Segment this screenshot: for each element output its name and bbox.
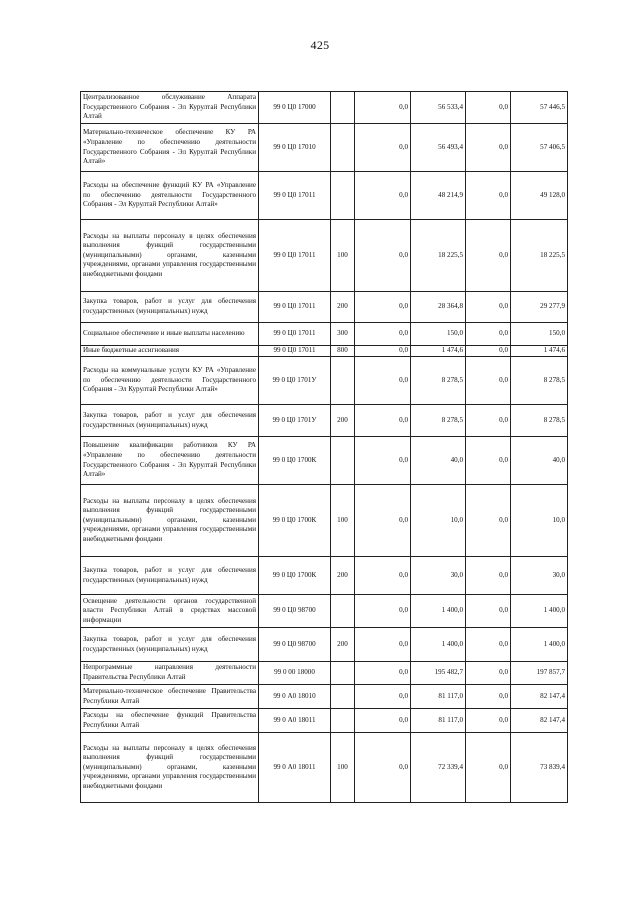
table-row: [81, 485, 568, 557]
row-description: Расходы на выплаты персоналу в целях обеспечения выполнения функций государственными (муниципальными) органами, казенными учреждениями, органами управления государственными внебюджетными фондами: [81, 220, 259, 292]
target-article-code: 99 0 Ц0 98700: [259, 595, 331, 628]
amount-2: 40,0: [411, 437, 466, 485]
amount-2: 72 339,4: [411, 733, 466, 803]
table-row: [81, 709, 568, 733]
row-description: Закупка товаров, работ и услуг для обеспечения государственных (муниципальных) нужд: [81, 292, 259, 323]
amount-3: 0,0: [466, 323, 511, 346]
expense-type-code: 200: [331, 557, 355, 595]
row-description: Закупка товаров, работ и услуг для обеспечения государственных (муниципальных) нужд: [81, 557, 259, 595]
amount-4: 1 400,0: [511, 628, 568, 662]
row-description: Материально-техническое обеспечение Правительства Республики Алтай: [81, 685, 259, 709]
table-row: [81, 595, 568, 628]
target-article-code: 99 0 Ц0 98700: [259, 628, 331, 662]
table-row: [81, 220, 568, 292]
expense-type-code: 100: [331, 733, 355, 803]
target-article-code: 99 0 Ц0 17011: [259, 346, 331, 357]
amount-1: 0,0: [355, 357, 411, 405]
expense-type-code: [331, 124, 355, 172]
amount-1: 0,0: [355, 323, 411, 346]
target-article-code: 99 0 Ц0 17011: [259, 220, 331, 292]
target-article-code: 99 0 Ц0 1701У: [259, 357, 331, 405]
expense-type-code: [331, 437, 355, 485]
table-row: [81, 733, 568, 803]
expense-type-code: 200: [331, 628, 355, 662]
expense-type-code: [331, 685, 355, 709]
target-article-code: 99 0 Ц0 17011: [259, 292, 331, 323]
amount-1: 0,0: [355, 405, 411, 437]
row-description: Повышение квалификации работников КУ РА «Управление по обеспечению деятельности Государственного Собрания - Эл Курултай Республики Алтай»: [81, 437, 259, 485]
table-row: [81, 346, 568, 357]
amount-2: 30,0: [411, 557, 466, 595]
target-article-code: 99 0 А0 18010: [259, 685, 331, 709]
amount-2: 56 533,4: [411, 92, 466, 124]
expense-type-code: [331, 92, 355, 124]
amount-3: 0,0: [466, 685, 511, 709]
expense-type-code: [331, 662, 355, 685]
target-article-code: 99 0 А0 18011: [259, 709, 331, 733]
amount-3: 0,0: [466, 220, 511, 292]
amount-3: 0,0: [466, 709, 511, 733]
amount-1: 0,0: [355, 685, 411, 709]
amount-2: 1 400,0: [411, 595, 466, 628]
amount-1: 0,0: [355, 628, 411, 662]
table-row: [81, 124, 568, 172]
row-description: Централизованное обслуживание Аппарата Государственного Собрания - Эл Курултай Республики Алтай: [81, 92, 259, 124]
row-description: Закупка товаров, работ и услуг для обеспечения государственных (муниципальных) нужд: [81, 628, 259, 662]
row-description: Закупка товаров, работ и услуг для обеспечения государственных (муниципальных) нужд: [81, 405, 259, 437]
amount-3: 0,0: [466, 357, 511, 405]
target-article-code: 99 0 Ц0 1700К: [259, 557, 331, 595]
amount-3: 0,0: [466, 92, 511, 124]
expense-type-code: 200: [331, 405, 355, 437]
table-row: [81, 357, 568, 405]
target-article-code: 99 0 Ц0 17000: [259, 92, 331, 124]
expense-type-code: 100: [331, 485, 355, 557]
row-description: Расходы на обеспечение функций Правительства Республики Алтай: [81, 709, 259, 733]
amount-4: 1 400,0: [511, 595, 568, 628]
amount-3: 0,0: [466, 595, 511, 628]
amount-2: 81 117,0: [411, 685, 466, 709]
table-row: [81, 323, 568, 346]
amount-1: 0,0: [355, 733, 411, 803]
amount-4: 82 147,4: [511, 709, 568, 733]
amount-1: 0,0: [355, 595, 411, 628]
table-row: [81, 628, 568, 662]
table-row: [81, 557, 568, 595]
expense-type-code: [331, 709, 355, 733]
amount-3: 0,0: [466, 292, 511, 323]
amount-3: 0,0: [466, 662, 511, 685]
amount-3: 0,0: [466, 733, 511, 803]
amount-2: 1 400,0: [411, 628, 466, 662]
amount-1: 0,0: [355, 709, 411, 733]
amount-4: 1 474,6: [511, 346, 568, 357]
amount-4: 73 839,4: [511, 733, 568, 803]
amount-3: 0,0: [466, 628, 511, 662]
amount-1: 0,0: [355, 172, 411, 220]
amount-4: 197 857,7: [511, 662, 568, 685]
amount-2: 10,0: [411, 485, 466, 557]
row-description: Расходы на выплаты персоналу в целях обеспечения выполнения функций государственными (муниципальными) органами, казенными учреждениями, органами управления государственными внебюджетными фондами: [81, 733, 259, 803]
amount-4: 18 225,5: [511, 220, 568, 292]
table-row: [81, 292, 568, 323]
expense-type-code: [331, 595, 355, 628]
amount-2: 48 214,9: [411, 172, 466, 220]
amount-3: 0,0: [466, 437, 511, 485]
row-description: Материально-техническое обеспечение КУ РА «Управление по обеспечению деятельности Государственного Собрания - Эл Курултай Республики Алтай»: [81, 124, 259, 172]
budget-table: [80, 91, 568, 803]
row-description: Расходы на обеспечение функций КУ РА «Управление по обеспечению деятельности Государственного Собрания - Эл Курултай Республики Алтай»: [81, 172, 259, 220]
table-row: [81, 405, 568, 437]
amount-4: 49 128,0: [511, 172, 568, 220]
amount-2: 81 117,0: [411, 709, 466, 733]
amount-3: 0,0: [466, 405, 511, 437]
amount-4: 150,0: [511, 323, 568, 346]
amount-2: 56 493,4: [411, 124, 466, 172]
expense-type-code: 300: [331, 323, 355, 346]
table-body: [81, 92, 568, 803]
amount-1: 0,0: [355, 557, 411, 595]
amount-2: 8 278,5: [411, 405, 466, 437]
expense-type-code: [331, 357, 355, 405]
amount-3: 0,0: [466, 485, 511, 557]
table-row: [81, 685, 568, 709]
table-row: [81, 172, 568, 220]
amount-4: 30,0: [511, 557, 568, 595]
amount-4: 8 278,5: [511, 357, 568, 405]
amount-4: 29 277,9: [511, 292, 568, 323]
amount-4: 8 278,5: [511, 405, 568, 437]
amount-2: 18 225,5: [411, 220, 466, 292]
amount-3: 0,0: [466, 557, 511, 595]
row-description: Иные бюджетные ассигнования: [81, 346, 259, 357]
amount-2: 150,0: [411, 323, 466, 346]
row-description: Расходы на коммунальные услуги КУ РА «Управление по обеспечению деятельности Государственного Собрания - Эл Курултай Республики Алтай»: [81, 357, 259, 405]
amount-4: 10,0: [511, 485, 568, 557]
amount-4: 57 406,5: [511, 124, 568, 172]
expense-type-code: 200: [331, 292, 355, 323]
amount-3: 0,0: [466, 346, 511, 357]
table-row: [81, 437, 568, 485]
table-row: [81, 662, 568, 685]
amount-4: 57 446,5: [511, 92, 568, 124]
target-article-code: 99 0 А0 18011: [259, 733, 331, 803]
expense-type-code: 100: [331, 220, 355, 292]
target-article-code: 99 0 Ц0 1700К: [259, 485, 331, 557]
row-description: Расходы на выплаты персоналу в целях обеспечения выполнения функций государственными (муниципальными) органами, казенными учреждениями, органами управления государственными внебюджетными фондами: [81, 485, 259, 557]
amount-1: 0,0: [355, 124, 411, 172]
target-article-code: 99 0 Ц0 17011: [259, 323, 331, 346]
amount-1: 0,0: [355, 292, 411, 323]
expense-type-code: [331, 172, 355, 220]
target-article-code: 99 0 Ц0 1700К: [259, 437, 331, 485]
amount-2: 195 482,7: [411, 662, 466, 685]
amount-1: 0,0: [355, 92, 411, 124]
expense-type-code: 800: [331, 346, 355, 357]
amount-1: 0,0: [355, 485, 411, 557]
amount-2: 8 278,5: [411, 357, 466, 405]
amount-1: 0,0: [355, 346, 411, 357]
page-number: 425: [310, 38, 330, 52]
target-article-code: 99 0 Ц0 17011: [259, 172, 331, 220]
target-article-code: 99 0 Ц0 1701У: [259, 405, 331, 437]
amount-4: 40,0: [511, 437, 568, 485]
row-description: Непрограммные направления деятельности Правительства Республики Алтай: [81, 662, 259, 685]
target-article-code: 99 0 00 18000: [259, 662, 331, 685]
amount-4: 82 147,4: [511, 685, 568, 709]
amount-2: 1 474,6: [411, 346, 466, 357]
row-description: Социальное обеспечение и иные выплаты населению: [81, 323, 259, 346]
row-description: Освещение деятельности органов государственной власти Республики Алтай в средствах массовой информации: [81, 595, 259, 628]
amount-1: 0,0: [355, 220, 411, 292]
amount-1: 0,0: [355, 437, 411, 485]
amount-2: 28 364,8: [411, 292, 466, 323]
table-row: [81, 92, 568, 124]
amount-3: 0,0: [466, 124, 511, 172]
amount-1: 0,0: [355, 662, 411, 685]
amount-3: 0,0: [466, 172, 511, 220]
target-article-code: 99 0 Ц0 17010: [259, 124, 331, 172]
